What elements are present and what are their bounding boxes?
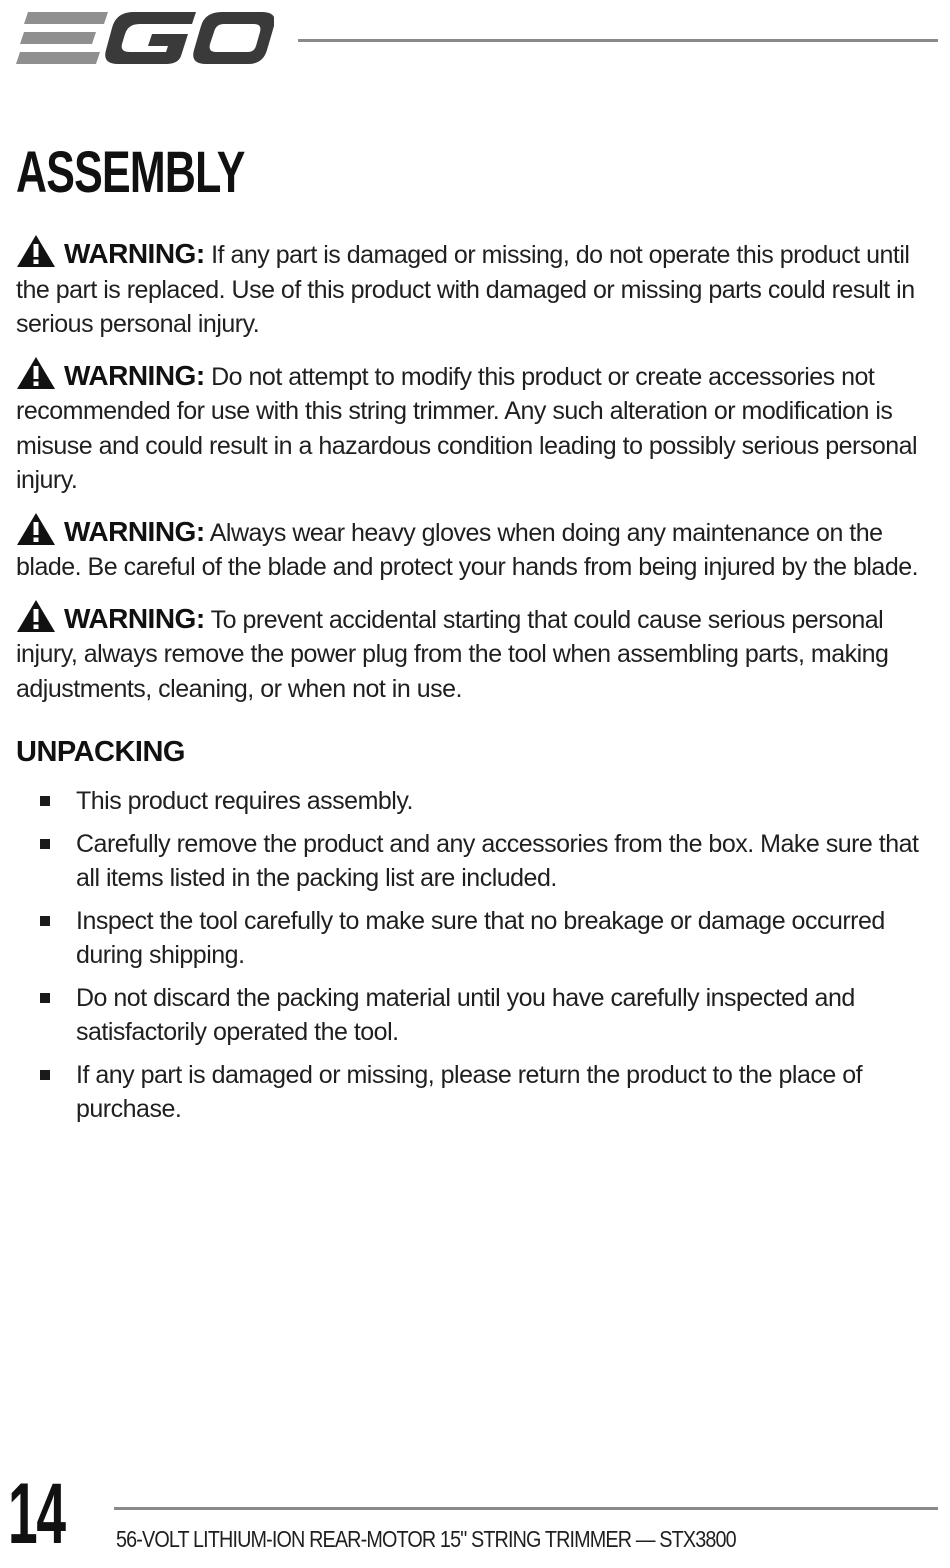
list-item bbox=[16, 1058, 928, 1127]
warning-triangle-icon bbox=[16, 356, 56, 390]
warning-label: WARNING: bbox=[64, 238, 205, 269]
bullet-square-icon bbox=[40, 839, 50, 849]
footer-product-title: 56-VOLT LITHIUM-ION REAR-MOTOR 15" STRING TRIMMER — STX3800 bbox=[116, 1526, 736, 1552]
list-item bbox=[16, 784, 928, 819]
list-item-text: This product requires assembly. bbox=[76, 787, 413, 815]
warning-label: WARNING: bbox=[64, 515, 205, 547]
unpacking-list bbox=[16, 784, 928, 1127]
list-item-text: Carefully remove the product and any accessories from the box. Make sure that all items listed in the packing list are included. bbox=[76, 829, 919, 892]
warning-label: WARNING: bbox=[64, 602, 205, 634]
list-item bbox=[16, 904, 928, 973]
list-item-text: If any part is damaged or missing, please return the product to the place of purchase. bbox=[76, 1060, 863, 1123]
warning-label: WARNING: bbox=[64, 359, 205, 391]
footer-rule bbox=[114, 1507, 938, 1510]
ego-logo bbox=[16, 10, 274, 68]
warning-block bbox=[16, 599, 928, 707]
warning-triangle-icon bbox=[16, 234, 56, 268]
list-item bbox=[16, 827, 928, 896]
warning-triangle-icon bbox=[16, 512, 56, 546]
warning-text: If any part is damaged or missing, do not operate this product until the part is replaced. Use of this product with damaged or missing parts could result in serious personal injury. bbox=[16, 241, 915, 338]
warning-block bbox=[16, 234, 928, 342]
bullet-square-icon bbox=[40, 916, 50, 926]
bullet-square-icon bbox=[40, 1070, 50, 1080]
page-title: ASSEMBLY bbox=[16, 140, 245, 205]
warning-block bbox=[16, 512, 928, 585]
warning-text: Always wear heavy gloves when doing any maintenance on the blade. Be careful of the blade and protect your hands from being injured by the blade. bbox=[16, 518, 919, 581]
page-content bbox=[16, 234, 928, 1135]
page-number: 14 bbox=[8, 1466, 65, 1562]
bullet-square-icon bbox=[40, 993, 50, 1003]
warning-text: To prevent accidental starting that could cause serious personal injury, always remove the power plug from the tool when assembling parts, making adjustments, cleaning, or when not in use. bbox=[16, 605, 889, 703]
header-rule bbox=[298, 39, 938, 42]
list-item bbox=[16, 981, 928, 1050]
unpacking-heading: UNPACKING bbox=[16, 736, 185, 768]
warning-block bbox=[16, 356, 928, 498]
warning-text: Do not attempt to modify this product or create accessories not recommended for use with this string trimmer. Any such alteration or modification is misuse and could result in a hazardous condition leading to possibly serious personal injury. bbox=[16, 362, 918, 494]
list-item-text: Do not discard the packing material until you have carefully inspected and satisfactorily operated the tool. bbox=[76, 983, 855, 1046]
bullet-square-icon bbox=[40, 796, 50, 806]
warning-triangle-icon bbox=[16, 599, 56, 633]
list-item-text: Inspect the tool carefully to make sure that no breakage or damage occurred during shipping. bbox=[76, 906, 885, 969]
